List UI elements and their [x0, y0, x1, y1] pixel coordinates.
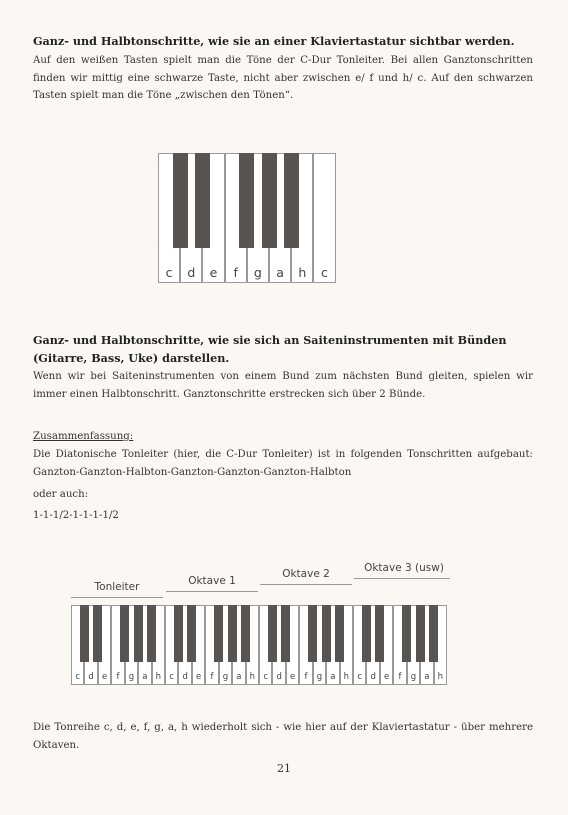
large-keyboard-black-key [362, 605, 371, 662]
large-keyboard-black-key [375, 605, 384, 662]
octave-line-1 [166, 591, 258, 592]
large-keyboard-note-label: d [88, 672, 94, 682]
large-keyboard-note-label: d [182, 672, 188, 682]
octave-line-2 [260, 584, 352, 585]
large-keyboard-note-label: d [370, 672, 376, 682]
large-keyboard-black-key [174, 605, 183, 662]
large-keyboard-black-key [241, 605, 250, 662]
large-keyboard-black-key [322, 605, 331, 662]
small-keyboard-note-label: a [276, 265, 284, 280]
large-keyboard-black-key [80, 605, 89, 662]
large-keyboard-note-label: c [169, 672, 175, 682]
section-heading-keyboard: Ganz- und Halbtonschritte, wie sie an einer Klaviertastatur sichtbar werden. [33, 34, 515, 48]
paragraph-octaves: Die Tonreihe c, d, e, f, g, a, h wiederholt sich - wie hier auf der Klaviertastatur - über mehrere Oktaven. [33, 722, 533, 751]
large-keyboard-black-key [187, 605, 196, 662]
keyboard-diagram-large [71, 605, 447, 685]
large-keyboard-note-label: g [222, 672, 229, 682]
octave-line-3 [354, 578, 450, 579]
octave-line-scale [71, 597, 163, 598]
large-keyboard-note-label: h [437, 672, 444, 682]
paragraph-summary: Die Diatonische Tonleiter (hier, die C-Dur Tonleiter) ist in folgenden Tonschritten aufgebaut: Ganzton-Ganzton-Halbton-Ganzton-Ganzton-Ganzton-Halbton [33, 449, 533, 478]
large-keyboard-note-label: a [236, 672, 242, 682]
octave-label-scale: Tonleiter [94, 581, 140, 593]
large-keyboard-note-label: h [249, 672, 255, 682]
large-keyboard-note-label: e [383, 672, 390, 682]
small-keyboard-note-label: g [253, 265, 262, 280]
large-keyboard-black-key [308, 605, 317, 662]
small-keyboard-black-key [284, 153, 299, 248]
large-keyboard-black-key [134, 605, 143, 662]
large-keyboard-note-label: g [128, 672, 135, 682]
large-keyboard-note-label: h [343, 672, 349, 682]
large-keyboard-note-label: c [263, 672, 269, 682]
large-keyboard-note-label: e [101, 672, 108, 682]
large-keyboard-note-label: c [75, 672, 81, 682]
octave-label-2: Oktave 2 [282, 568, 330, 580]
large-keyboard-note-label: f [116, 672, 120, 682]
large-keyboard-black-key [402, 605, 411, 662]
large-keyboard-black-key [416, 605, 425, 662]
large-keyboard-note-label: f [304, 672, 308, 682]
large-keyboard-note-label: g [410, 672, 417, 682]
octave-label-1: Oktave 1 [188, 575, 236, 587]
small-keyboard-note-label: d [187, 265, 196, 280]
large-keyboard-note-label: a [142, 672, 148, 682]
large-keyboard-note-label: f [210, 672, 214, 682]
octave-label-3: Oktave 3 (usw) [364, 562, 444, 574]
large-keyboard-black-key [214, 605, 223, 662]
large-keyboard-note-label: e [195, 672, 202, 682]
large-keyboard-black-key [335, 605, 344, 662]
large-keyboard-black-key [268, 605, 277, 662]
paragraph-strings: Wenn wir bei Saiteninstrumenten von einem Bund zum nächsten Bund gleiten, spielen wir immer einen Halbtonschritt. Ganztonschritte erstrecken sich über 2 Bünde. [33, 371, 533, 400]
large-keyboard-black-key [93, 605, 102, 662]
paragraph-keyboard: Auf den weißen Tasten spielt man die Töne der C-Dur Tonleiter. Bei allen Ganztonschritten finden wir mittig eine schwarze Taste, nicht aber zwischen e/ f und h/ c. Auf den schwarzen Tasten spielt man die Töne „zwischen den Tönen“. [33, 55, 533, 101]
small-keyboard-note-label: c [321, 265, 328, 280]
large-keyboard-black-key [147, 605, 156, 662]
summary-heading: Zusammenfassung: [33, 431, 134, 442]
large-keyboard-black-key [429, 605, 438, 662]
paragraph-or: oder auch: [33, 489, 89, 500]
keyboard-diagram-small [158, 153, 358, 283]
small-keyboard-note-label: c [165, 265, 173, 280]
small-keyboard-note-label: e [209, 265, 218, 280]
large-keyboard-note-label: a [330, 672, 336, 682]
large-keyboard-note-label: d [276, 672, 282, 682]
large-keyboard-note-label: h [155, 672, 161, 682]
small-keyboard-note-label: f [233, 265, 238, 280]
large-keyboard-note-label: a [424, 672, 430, 682]
large-keyboard-black-key [228, 605, 237, 662]
small-keyboard-white-key [313, 153, 335, 283]
large-keyboard-note-label: f [398, 672, 402, 682]
small-keyboard-black-key [195, 153, 210, 248]
small-keyboard-black-key [262, 153, 277, 248]
page-number: 21 [277, 762, 291, 775]
small-keyboard-black-key [239, 153, 254, 248]
small-keyboard-black-key [173, 153, 188, 248]
large-keyboard-note-label: g [316, 672, 323, 682]
step-formula: 1-1-1/2-1-1-1-1/2 [33, 510, 119, 521]
large-keyboard-note-label: c [357, 672, 363, 682]
section-heading-strings: Ganz- und Halbtonschritte, wie sie sich an Saiteninstrumenten mit Bünden (Gitarre, Bass, Uke) darstellen. [33, 333, 507, 365]
small-keyboard-note-label: h [298, 265, 307, 280]
large-keyboard-black-key [120, 605, 129, 662]
large-keyboard-black-key [281, 605, 290, 662]
large-keyboard-note-label: e [289, 672, 296, 682]
